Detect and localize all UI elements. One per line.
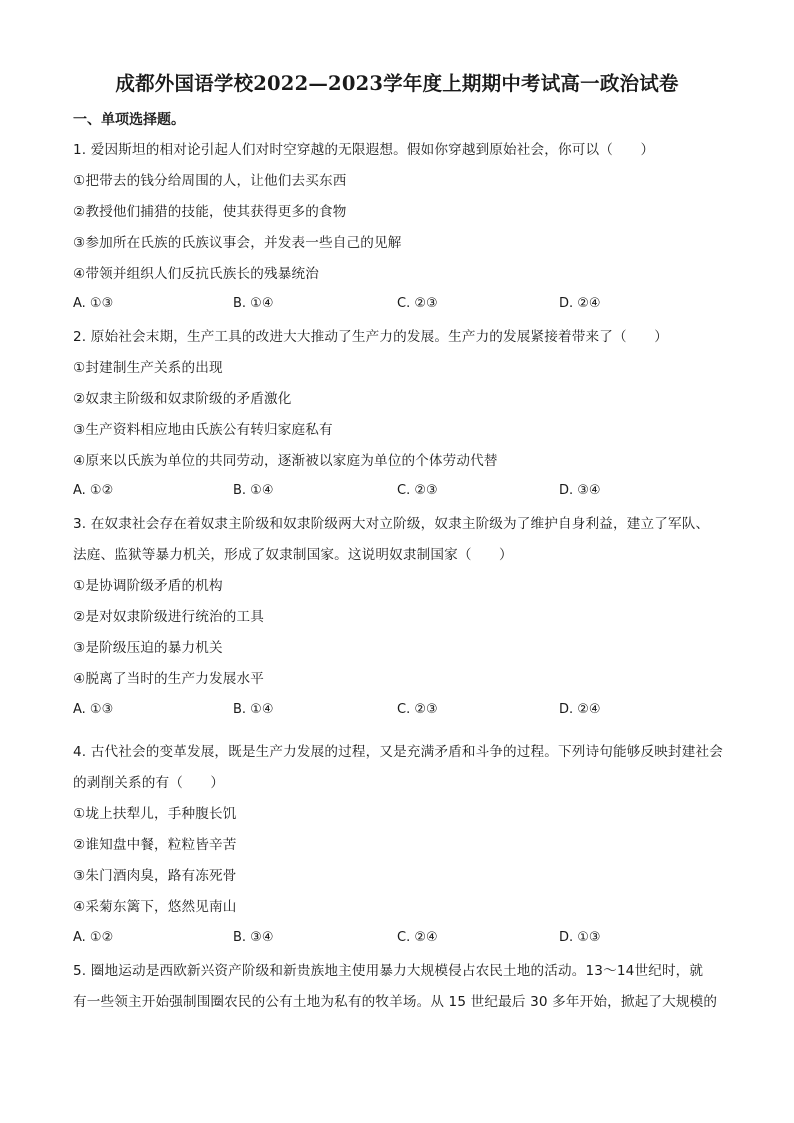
question-3-stem: 法庭、监狱等暴力机关，形成了奴隶制国家。这说明奴隶制国家（ ） (73, 547, 513, 563)
question-1-item: ①把带去的钱分给周围的人，让他们去买东西 (73, 173, 347, 189)
question-1-stem: 1. 爱因斯坦的相对论引起人们对时空穿越的无限遐想。假如你穿越到原始社会，你可以（ ） (73, 142, 655, 158)
question-2-item: ②奴隶主阶级和奴隶阶级的矛盾激化 (73, 391, 292, 407)
option-c: C. ②③ (397, 296, 438, 311)
question-2-item: ④原来以氏族为单位的共同劳动，逐渐被以家庭为单位的个体劳动代替 (73, 453, 498, 469)
option-a: A. ①③ (73, 296, 114, 311)
question-2-item: ①封建制生产关系的出现 (73, 360, 223, 376)
question-3-item: ④脱离了当时的生产力发展水平 (73, 671, 265, 687)
question-3-item: ③是阶级压迫的暴力机关 (73, 640, 223, 656)
question-1-options (73, 296, 733, 316)
question-2-stem: 2. 原始社会末期，生产工具的改进大大推动了生产力的发展。生产力的发展紧接着带来了（ ） (73, 329, 668, 345)
question-4-item: ④采菊东篱下，悠然见南山 (73, 899, 237, 915)
option-d: D. ①③ (559, 930, 601, 945)
option-c: C. ②④ (397, 930, 438, 945)
option-a: A. ①② (73, 930, 114, 945)
question-3-item: ①是协调阶级矛盾的机构 (73, 578, 223, 594)
option-d: D. ②④ (559, 296, 601, 311)
question-4-item: ③朱门酒肉臭，路有冻死骨 (73, 868, 237, 884)
option-a: A. ①③ (73, 702, 114, 717)
option-d: D. ③④ (559, 483, 601, 498)
option-b: B. ①④ (233, 483, 274, 498)
question-4-item: ②谁知盘中餐，粒粒皆辛苦 (73, 837, 237, 853)
question-1-item: ②教授他们捕猎的技能，使其获得更多的食物 (73, 204, 347, 220)
question-5-stem: 有一些领主开始强制围圈农民的公有土地为私有的牧羊场。从 15 世纪最后 30 多年开始，掀起了大规模的 (73, 994, 718, 1010)
option-a: A. ①② (73, 483, 114, 498)
option-b: B. ①④ (233, 702, 274, 717)
question-4-options (73, 930, 733, 950)
question-5-stem: 5. 圈地运动是西欧新兴资产阶级和新贵族地主使用暴力大规模侵占农民土地的活动。13～14世纪时，就 (73, 963, 704, 979)
option-c: C. ②③ (397, 702, 438, 717)
question-2-item: ③生产资料相应地由氏族公有转归家庭私有 (73, 422, 333, 438)
question-4-stem: 4. 古代社会的变革发展，既是生产力发展的过程，又是充满矛盾和斗争的过程。下列诗句能够反映封建社会 (73, 744, 723, 760)
option-c: C. ②③ (397, 483, 438, 498)
question-1-item: ④带领并组织人们反抗氏族长的残暴统治 (73, 266, 319, 282)
section-heading: 一、单项选择题。 (73, 112, 185, 128)
page-title: 成都外国语学校2022—2023学年度上期期中考试高一政治试卷 (115, 72, 679, 95)
question-3-stem: 3. 在奴隶社会存在着奴隶主阶级和奴隶阶级两大对立阶级，奴隶主阶级为了维护自身利益，建立了军队、 (73, 516, 710, 532)
option-b: B. ①④ (233, 296, 274, 311)
question-2-options (73, 483, 733, 503)
question-3-item: ②是对奴隶阶级进行统治的工具 (73, 609, 265, 625)
question-3-options (73, 702, 733, 722)
option-d: D. ②④ (559, 702, 601, 717)
option-b: B. ③④ (233, 930, 274, 945)
question-1-item: ③参加所在氏族的氏族议事会，并发表一些自己的见解 (73, 235, 402, 251)
question-4-stem: 的剥削关系的有（ ） (73, 775, 225, 791)
question-4-item: ①垅上扶犁儿，手种腹长饥 (73, 806, 237, 822)
